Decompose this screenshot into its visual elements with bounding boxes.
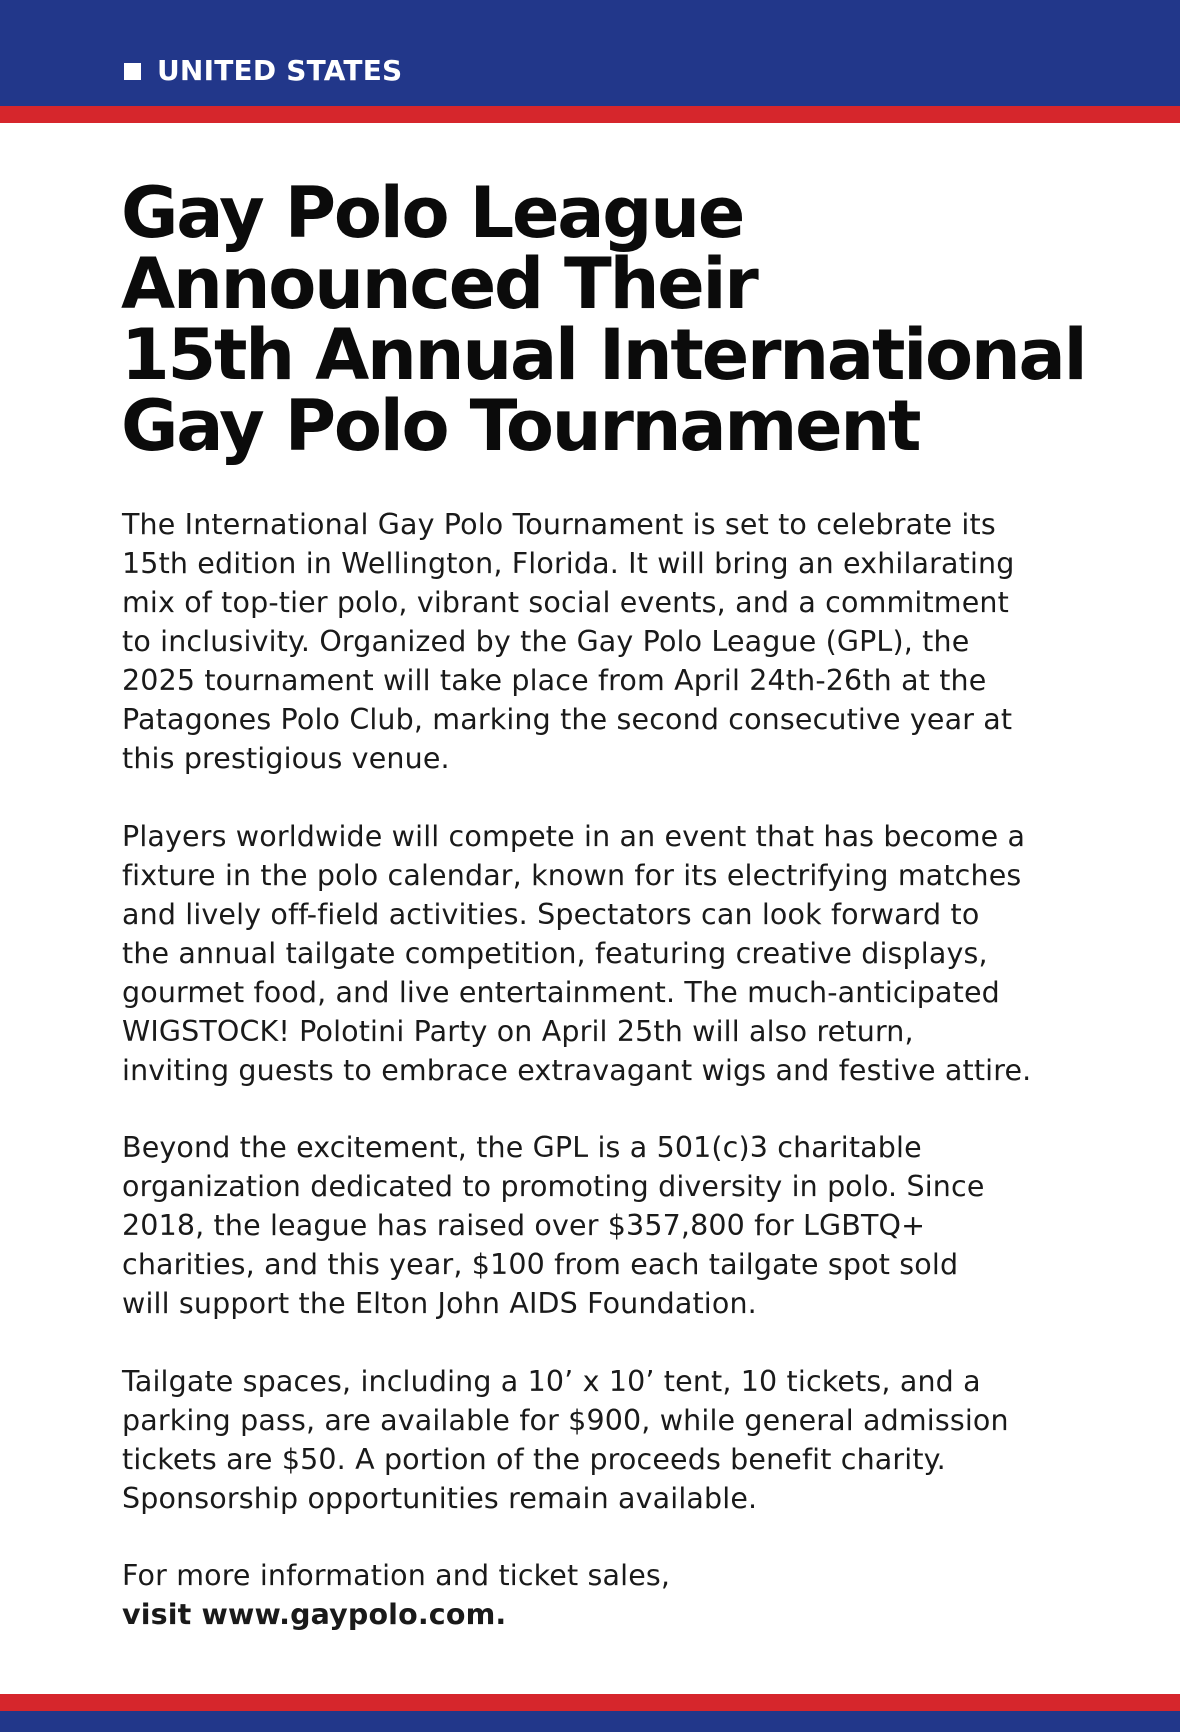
cta-text: For more information and ticket sales, (122, 1559, 671, 1592)
paragraph-tickets (122, 1362, 1072, 1518)
paragraph-charity (122, 1128, 1072, 1323)
paragraph-cta (122, 1556, 1072, 1634)
text-line: this prestigious venue. (122, 742, 450, 775)
text-line: 2018, the league has raised over $357,800 for LGBTQ+ (122, 1209, 926, 1242)
title-line: Gay Polo League (121, 172, 744, 254)
text-line: inviting guests to embrace extravagant wigs and festive attire. (122, 1053, 1032, 1087)
paragraph-events (122, 817, 1072, 1090)
text-line: gourmet food, and live entertainment. The much-anticipated (122, 975, 1000, 1009)
text-line: fixture in the polo calendar, known for its electrifying matches (122, 858, 1022, 892)
title-line: Announced Their (121, 243, 757, 325)
text-line: Sponsorship opportunities remain available. (122, 1481, 758, 1515)
region-label: UNITED STATES (157, 54, 403, 87)
square-bullet-icon (124, 63, 141, 80)
text-line: mix of top-tier polo, vibrant social events, and a commitment (122, 586, 1009, 619)
title-line: 15th Annual International (121, 314, 1086, 396)
text-line: the annual tailgate competition, featuring creative displays, (122, 936, 988, 970)
header-stripe (0, 106, 1180, 123)
article-body (122, 505, 1072, 1673)
footer-stripe (0, 1694, 1180, 1711)
text-line: The International Gay Polo Tournament is set to celebrate its (122, 508, 996, 541)
article-title (121, 172, 1121, 467)
text-line: charities, and this year, $100 from each tailgate spot sold (122, 1248, 959, 1281)
footer-band (0, 1711, 1180, 1732)
text-line: 2025 tournament will take place from April 24th-26th at the (122, 664, 987, 697)
region-tag (124, 50, 402, 92)
text-line: organization dedicated to promoting diversity in polo. Since (122, 1170, 985, 1203)
text-line: Beyond the excitement, the GPL is a 501(c)3 charitable (122, 1131, 922, 1164)
text-line: will support the Elton John AIDS Foundation. (122, 1287, 757, 1320)
text-line: Players worldwide will compete in an event that has become a (122, 819, 1026, 853)
title-line: Gay Polo Tournament (121, 385, 920, 467)
text-line: Patagones Polo Club, marking the second consecutive year at (122, 703, 1013, 736)
text-line: Tailgate spaces, including a 10’ x 10’ tent, 10 tickets, and a (122, 1364, 981, 1398)
text-line: WIGSTOCK! Polotini Party on April 25th will also return, (122, 1014, 914, 1048)
paragraph-intro (122, 505, 1072, 778)
text-line: and lively off-field activities. Spectators can look forward to (122, 897, 980, 931)
text-line: parking pass, are available for $900, while general admission (122, 1403, 1009, 1437)
text-line: tickets are $50. A portion of the proceeds benefit charity. (122, 1442, 946, 1476)
text-line: to inclusivity. Organized by the Gay Polo League (GPL), the (122, 625, 970, 658)
website-link[interactable]: visit www.gaypolo.com. (122, 1598, 507, 1631)
text-line: 15th edition in Wellington, Florida. It will bring an exhilarating (122, 547, 1015, 580)
